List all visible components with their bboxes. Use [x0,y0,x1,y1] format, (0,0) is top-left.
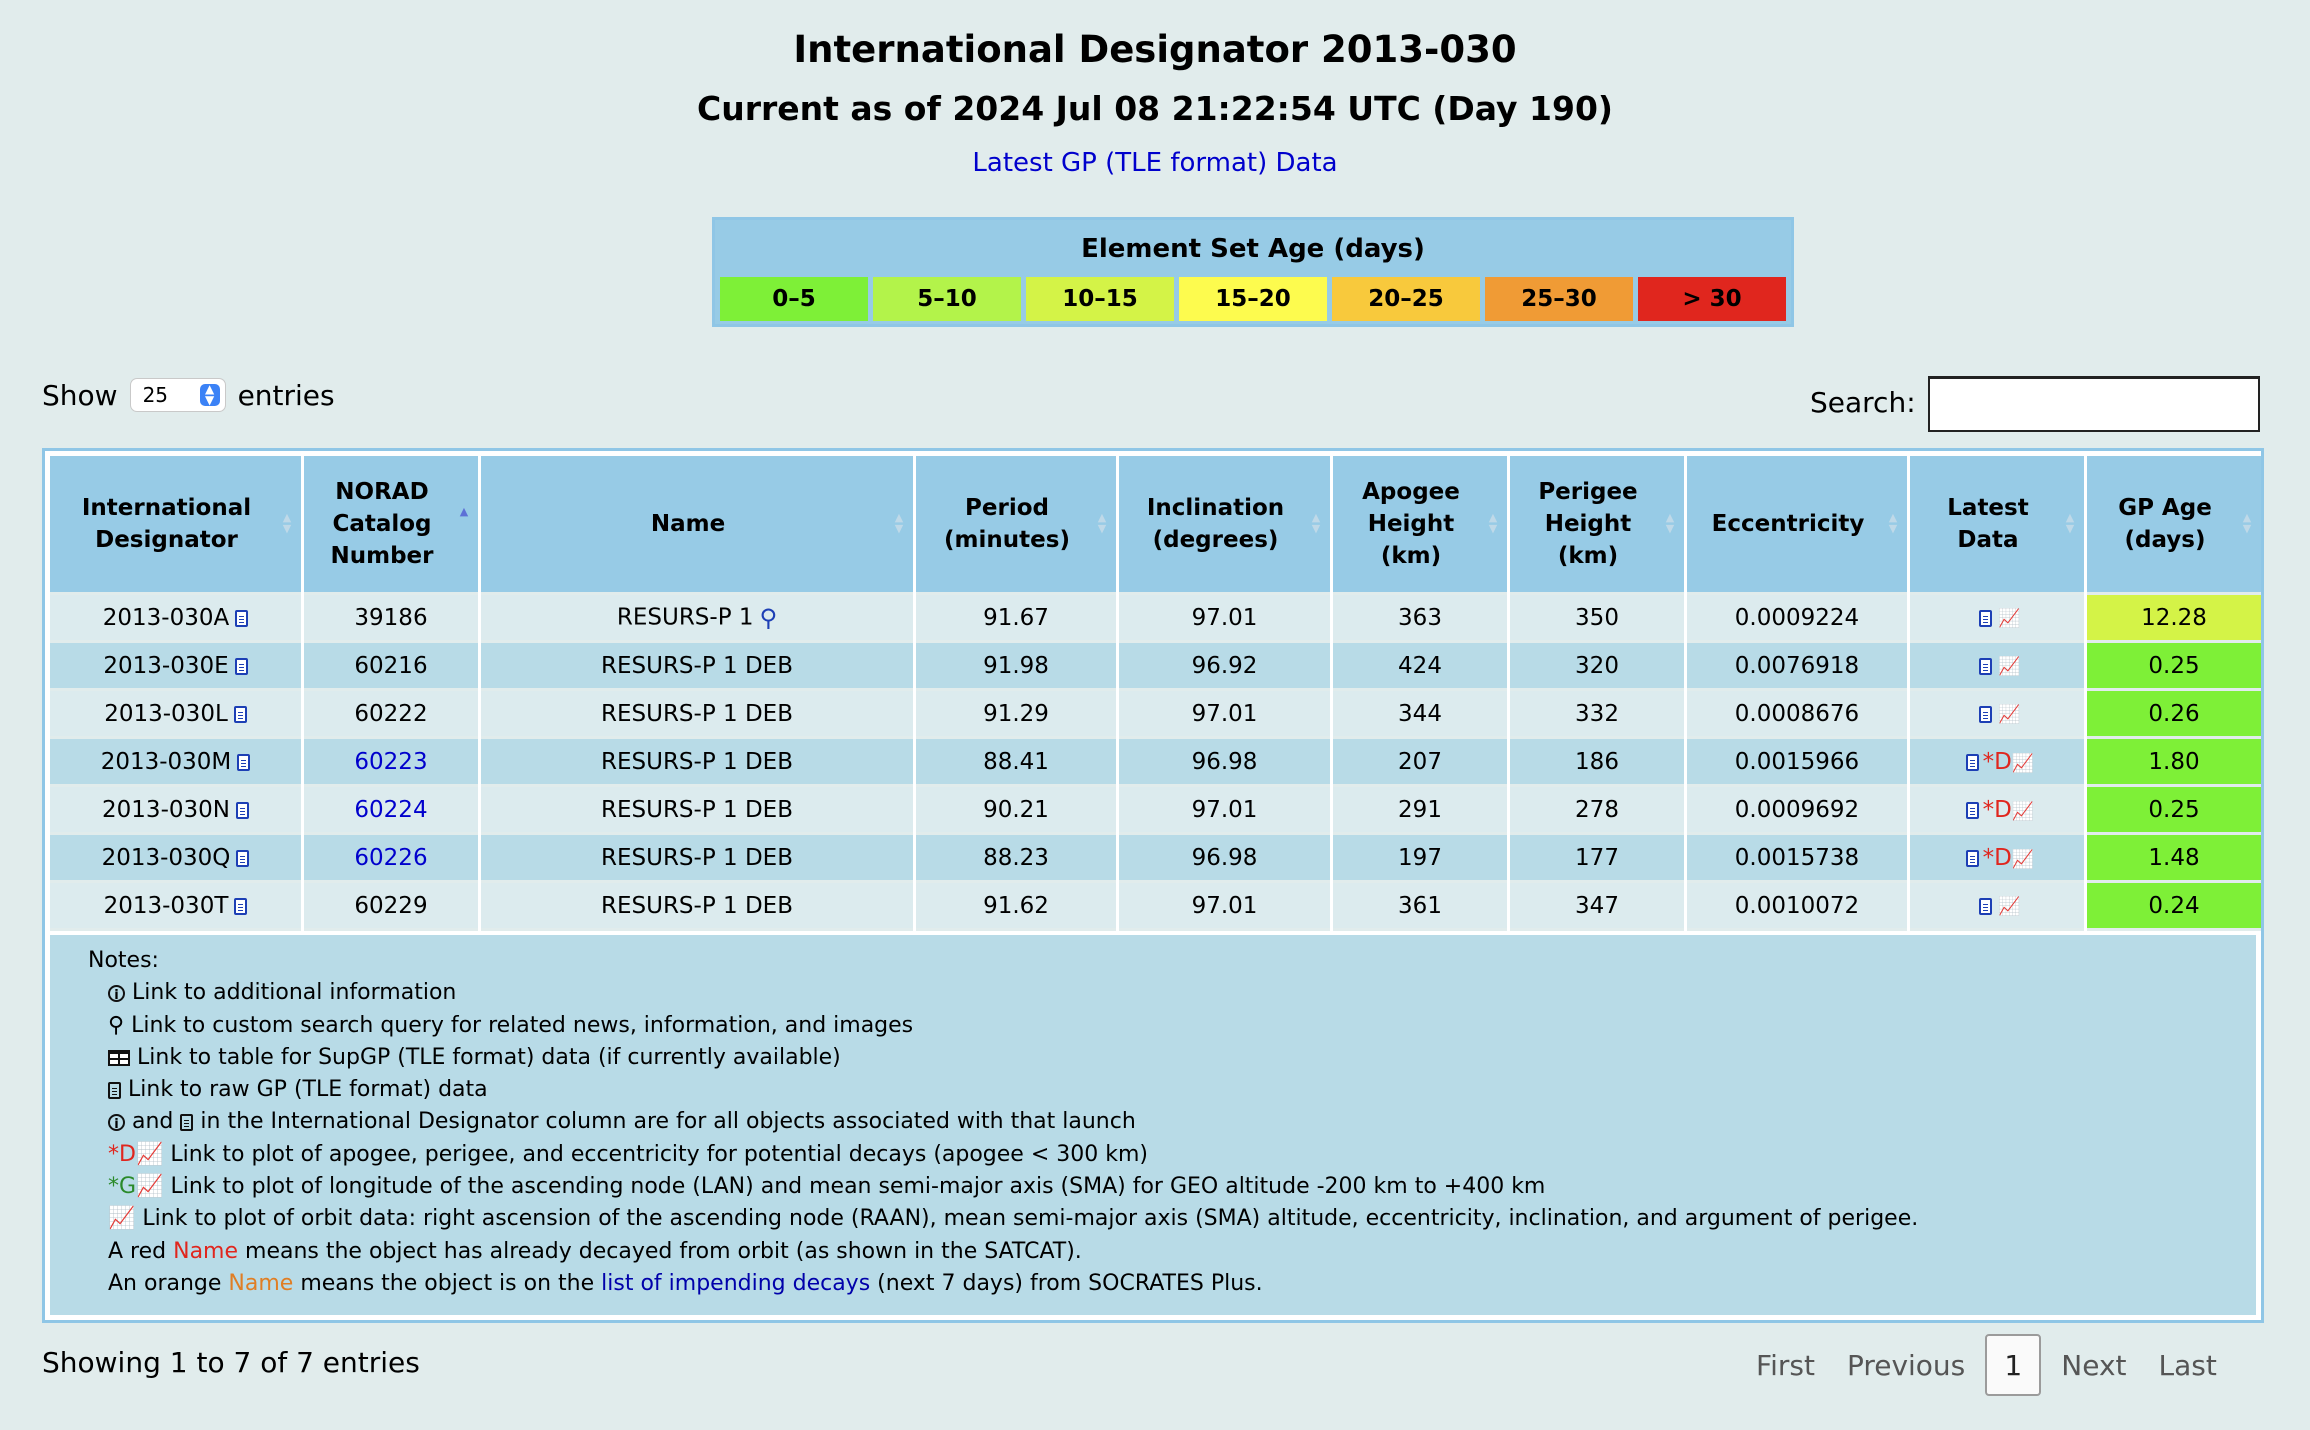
apogee-cell: 363 [1333,595,1507,643]
sort-asc-icon: ▲ [459,505,469,518]
decay-plot-icon: 📈 [135,1141,164,1167]
eccentricity-cell: 0.0015966 [1687,739,1907,787]
intl-designator-cell: 2013-030E [50,643,301,691]
note-orange-name: An orange Name means the object is on the list of impending decays (next 7 days) from SOCRATES Plus. [108,1270,1263,1296]
intl-designator-cell: 2013-030T [50,883,301,931]
last-page-button[interactable]: Last [2158,1348,2217,1382]
table-row [50,595,2261,643]
perigee-cell: 186 [1510,739,1684,787]
norad-link[interactable]: 60223 [354,748,428,775]
gp-age-cell: 0.25 [2087,787,2261,835]
info-icon: i [108,1114,125,1131]
raw-gp-data-icon[interactable] [235,658,248,675]
col-name[interactable]: Name ▲ ▼ [481,456,913,595]
raw-gp-data-icon[interactable] [1979,658,1992,675]
raw-gp-data-icon[interactable] [1966,802,1979,819]
latest-data-cell [1910,787,2084,835]
norad-cell: 39186 [304,595,478,643]
col-period[interactable]: Period (minutes) ▲ ▼ [916,456,1116,595]
eccentricity-cell: 0.0009224 [1687,595,1907,643]
table-row [50,787,2261,835]
name-cell: RESURS-P 1 DEB [481,787,913,835]
table-icon [108,1050,130,1066]
apogee-cell: 207 [1333,739,1507,787]
decay-plot-link[interactable]: *D [1982,748,2012,775]
gp-age-cell: 0.26 [2087,691,2261,739]
gp-age-cell: 0.24 [2087,883,2261,931]
norad-cell: 60216 [304,643,478,691]
table-row [50,691,2261,739]
raw-gp-data-icon[interactable] [236,802,249,819]
latest-data-cell [1910,739,2084,787]
note-supgp: Link to table for SupGP (TLE format) data (if currently available) [88,1042,2256,1074]
inclination-cell: 96.98 [1119,739,1330,787]
eccentricity-cell: 0.0009692 [1687,787,1907,835]
perigee-cell: 177 [1510,835,1684,883]
col-gp-age[interactable]: GP Age (days) ▲ ▼ [2087,456,2261,595]
inclination-cell: 97.01 [1119,691,1330,739]
table-row [50,739,2261,787]
intl-designator-cell: 2013-030N [50,787,301,835]
page-subtitle: Current as of 2024 Jul 08 21:22:54 UTC (Day 190) [697,89,1613,128]
perigee-cell: 332 [1510,691,1684,739]
element-set-age-legend [712,217,1794,327]
show-label: Show [42,378,118,412]
gp-age-cell: 0.25 [2087,643,2261,691]
info-icon: i [108,985,125,1002]
col-latest-data[interactable]: Latest Data ▲ ▼ [1910,456,2084,595]
sort-icon: ▲ ▼ [2065,511,2075,535]
latest-data-cell [1910,691,2084,739]
notes-heading: Notes: [88,948,159,973]
note-search: ⚲ Link to custom search query for related news, information, and images [108,1012,914,1038]
period-cell: 91.29 [916,691,1116,739]
legend-cell-15-20: 15–20 [1179,277,1327,321]
note-red-name: A red Name means the object has already decayed from orbit (as shown in the SATCAT). [108,1238,1082,1264]
intl-designator-cell: 2013-030L [50,691,301,739]
sort-icon: ▲ ▼ [1311,511,1321,535]
gp-age-cell: 12.28 [2087,595,2261,643]
next-page-button[interactable]: Next [2061,1348,2127,1382]
inclination-cell: 97.01 [1119,787,1330,835]
decay-plot-link[interactable]: *D [1982,796,2012,823]
sort-icon: ▲ ▼ [1488,511,1498,535]
raw-gp-data-icon[interactable] [1979,898,1992,915]
raw-gp-data-icon[interactable] [234,706,247,723]
inclination-cell: 96.92 [1119,643,1330,691]
sort-icon: ▲ ▼ [1888,511,1898,535]
entries-per-page-value: 25 [142,383,169,407]
name-cell: RESURS-P 1 DEB [481,691,913,739]
period-cell: 88.41 [916,739,1116,787]
apogee-cell: 344 [1333,691,1507,739]
note-decay: *D📈 Link to plot of apogee, perigee, and eccentricity for potential decays (apogee < 300 km) [108,1141,1148,1167]
col-apogee[interactable]: Apogee Height (km) ▲ ▼ [1333,456,1507,595]
name-cell: RESURS-P 1 DEB [481,835,913,883]
geo-plot-icon: 📈 [136,1174,164,1200]
latest-data-cell [1910,835,2084,883]
eccentricity-cell: 0.0010072 [1687,883,1907,931]
data-table [47,456,2264,931]
eccentricity-cell: 0.0015738 [1687,835,1907,883]
note-info: i Link to additional information [88,977,2256,1009]
latest-data-cell [1910,883,2084,931]
apogee-cell: 291 [1333,787,1507,835]
legend-cell-0-5: 0–5 [720,277,868,321]
raw-gp-data-icon[interactable] [1966,850,1979,867]
eccentricity-cell: 0.0076918 [1687,643,1907,691]
pagination [1740,1332,2233,1398]
intl-designator-cell: 2013-030Q [50,835,301,883]
document-icon [180,1114,193,1131]
showing-entries-info: Showing 1 to 7 of 7 entries [42,1346,420,1379]
decay-plot-icon[interactable]: 📈 [2011,848,2035,870]
norad-cell [304,835,478,883]
satellite-table [42,448,2264,1323]
select-arrows-icon: ▲ ▼ [200,384,220,406]
raw-gp-data-icon[interactable] [1966,754,1979,771]
name-cell: RESURS-P 1 DEB [481,739,913,787]
sort-icon: ▲ ▼ [2242,511,2252,535]
gp-age-cell: 1.80 [2087,739,2261,787]
latest-data-cell [1910,643,2084,691]
intl-designator-cell: 2013-030A [50,595,301,643]
norad-cell: 60229 [304,883,478,931]
col-inclination[interactable]: Inclination (degrees) ▲ ▼ [1119,456,1330,595]
table-row [50,835,2261,883]
legend-cell-5-10: 5–10 [873,277,1021,321]
raw-gp-data-icon[interactable] [234,898,247,915]
document-icon [108,1082,121,1099]
sort-icon: ▲ ▼ [1665,511,1675,535]
search-icon[interactable]: ⚲ [759,603,778,632]
perigee-cell: 320 [1510,643,1684,691]
sort-icon: ▲ ▼ [1097,511,1107,535]
previous-page-button[interactable]: Previous [1846,1348,1966,1382]
legend-cell-10-15: 10–15 [1026,277,1174,321]
table-row [50,883,2261,931]
col-intl-designator[interactable]: International Designator ▲ ▼ [50,456,301,595]
search-label: Search: [1810,386,1916,419]
legend-title: Element Set Age (days) [1081,234,1425,264]
entries-label: entries [237,378,335,412]
search-input[interactable] [1928,376,2260,432]
sort-icon: ▲ ▼ [894,511,904,535]
orbit-plot-icon[interactable]: 📈 [1998,655,2021,677]
raw-gp-data-icon[interactable] [1979,706,1992,723]
sort-icon: ▲ ▼ [282,511,292,535]
page-title: International Designator 2013-030 [793,28,1517,71]
apogee-cell: 361 [1333,883,1507,931]
decay-plot-link[interactable]: *D [1982,844,2012,871]
col-norad-number[interactable]: NORAD Catalog Number ▲ [304,456,478,595]
legend-row [720,277,1786,321]
inclination-cell: 96.98 [1119,835,1330,883]
raw-gp-data-icon[interactable] [237,754,250,771]
legend-cell-over-30: > 30 [1638,277,1786,321]
table-row [50,643,2261,691]
search-icon: ⚲ [108,1012,125,1038]
orbit-plot-icon[interactable]: 📈 [1998,895,2021,917]
intl-designator-cell: 2013-030M [50,739,301,787]
raw-gp-data-icon[interactable] [235,610,248,627]
legend-cell-20-25: 20–25 [1332,277,1480,321]
note-orbit: 📈 Link to plot of orbit data: right ascension of the ascending node (RAAN), mean semi-major axis (SMA) altitude, eccentricity, inclination, and argument of perigee. [108,1206,1919,1232]
decay-plot-icon[interactable]: 📈 [2011,800,2035,822]
col-eccentricity[interactable]: Eccentricity ▲ ▼ [1687,456,1907,595]
period-cell: 91.98 [916,643,1116,691]
note-intl-col: i and in the International Designator column are for all objects associated with that launch [88,1106,2256,1138]
perigee-cell: 278 [1510,787,1684,835]
name-cell: RESURS-P 1 DEB [481,643,913,691]
norad-link[interactable]: 60224 [354,796,428,823]
decay-plot-icon[interactable]: 📈 [2011,752,2035,774]
apogee-cell: 197 [1333,835,1507,883]
name-cell: RESURS-P 1 ⚲ [481,595,913,643]
inclination-cell: 97.01 [1119,595,1330,643]
show-entries-control [42,378,335,412]
norad-link[interactable]: 60226 [354,844,428,871]
current-page-button[interactable]: 1 [1985,1334,2041,1396]
orbit-plot-icon[interactable]: 📈 [1998,607,2021,629]
note-raw: Link to raw GP (TLE format) data [88,1074,2256,1106]
first-page-button[interactable]: First [1756,1348,1815,1382]
latest-gp-data-link[interactable]: Latest GP (TLE format) Data [972,148,1338,178]
norad-cell [304,739,478,787]
orbit-plot-icon[interactable]: 📈 [1998,703,2021,725]
perigee-cell: 347 [1510,883,1684,931]
impending-decays-link[interactable]: list of impending decays [601,1270,871,1296]
inclination-cell: 97.01 [1119,883,1330,931]
entries-per-page-select[interactable] [130,378,226,412]
latest-data-cell [1910,595,2084,643]
note-geo: *G📈 Link to plot of longitude of the ascending node (LAN) and mean semi-major axis (SMA) for GEO altitude -200 km to +400 km [108,1174,1546,1200]
raw-gp-data-icon[interactable] [1979,610,1992,627]
period-cell: 88.23 [916,835,1116,883]
chart-icon: 📈 [108,1206,136,1232]
period-cell: 90.21 [916,787,1116,835]
apogee-cell: 424 [1333,643,1507,691]
period-cell: 91.62 [916,883,1116,931]
notes-section [50,935,2256,1315]
norad-cell [304,787,478,835]
raw-gp-data-icon[interactable] [236,850,249,867]
norad-cell: 60222 [304,691,478,739]
eccentricity-cell: 0.0008676 [1687,691,1907,739]
latest-gp-data-link-wrap [0,148,2310,178]
period-cell: 91.67 [916,595,1116,643]
gp-age-cell: 1.48 [2087,835,2261,883]
legend-cell-25-30: 25–30 [1485,277,1633,321]
col-perigee[interactable]: Perigee Height (km) ▲ ▼ [1510,456,1684,595]
perigee-cell: 350 [1510,595,1684,643]
name-cell: RESURS-P 1 DEB [481,883,913,931]
